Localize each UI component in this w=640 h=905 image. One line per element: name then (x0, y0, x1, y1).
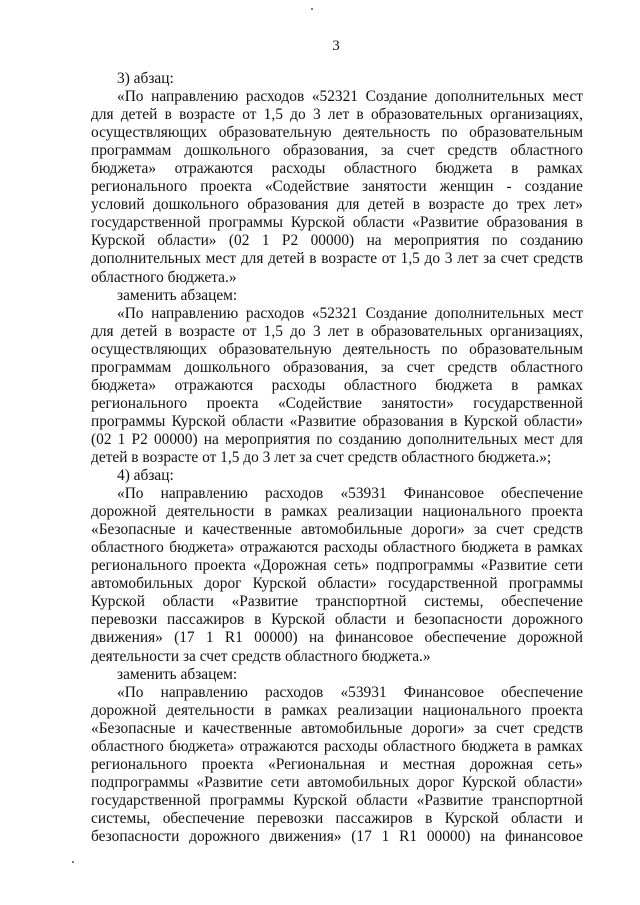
scan-speck (72, 861, 74, 863)
item-4-label: 4) абзац: (117, 467, 174, 485)
replace-with-label-2: заменить абзацем: (117, 665, 238, 683)
item-3-original-paragraph: «По направлению расходов «52321 Создание дополнительных мест для детей в возрасте от 1,5 до 3 лет в образовательных организациях, осуществляющих образовательную деятельность по образовательным программам дошкольного образования, за счет средств областного бюджета» отражаются расходы областного бюджета в рамках регионального проекта «Содействие занятости женщин - создание условий дошкольного образования для детей в возрасте до трех лет» государственной программы Курской области «Развитие образования в Курской области» (02 1 Р2 00000) на мероприятия по созданию дополнительных мест для детей в возрасте от 1,5 до 3 лет за счет средств областного бюджета.» (91, 88, 583, 286)
page-number: 3 (332, 38, 340, 54)
item-3-label: 3) абзац: (117, 70, 174, 87)
replace-with-label-1: заменить абзацем: (117, 286, 238, 304)
item-3-replacement-paragraph: «По направлению расходов «52321 Создание дополнительных мест для детей в возрасте от 1,5 до 3 лет в образовательных организациях, осуществляющих образовательную деятельность по образовательным программам дошкольного образования, за счет средств областного бюджета» отражаются расходы областного бюджета в рамках регионального проекта «Содействие занятости» государственной программы Курской области «Развитие образования в Курской области» (02 1 Р2 00000) на мероприятия по созданию дополнительных мест для детей в возрасте от 1,5 до 3 лет за счет средств областного бюджета.»; (91, 304, 583, 466)
scan-speck (311, 8, 313, 10)
item-4-replacement-paragraph: «По направлению расходов «53931 Финансовое обеспечение дорожной деятельности в рамках реализации национального проекта «Безопасные и качественные автомобильные дороги» за счет средств областного бюджета» отражаются расходы областного бюджета в рамках регионального проекта «Региональная и местная дорожная сеть» подпрограммы «Развитие сети автомобильных дорог Курской области» государственной программы Курской области «Развитие транспортной системы, обеспечение перевозки пассажиров в Курской области и безопасности дорожного движения» (17 1 R1 00000) на финансовое (91, 683, 583, 845)
item-4-original-paragraph: «По направлению расходов «53931 Финансовое обеспечение дорожной деятельности в рамках реализации национального проекта «Безопасные и качественные автомобильные дороги» за счет средств областного бюджета» отражаются расходы областного бюджета в рамках регионального проекта «Дорожная сеть» подпрограммы «Развитие сети автомобильных дорог Курской области» государственной программы Курской области «Развитие транспортной системы, обеспечение перевозки пассажиров в Курской области и безопасности дорожного движения» (17 1 R1 00000) на финансовое обеспечение дорожной деятельности за счет средств областного бюджета.» (91, 485, 583, 665)
document-body (91, 70, 583, 846)
